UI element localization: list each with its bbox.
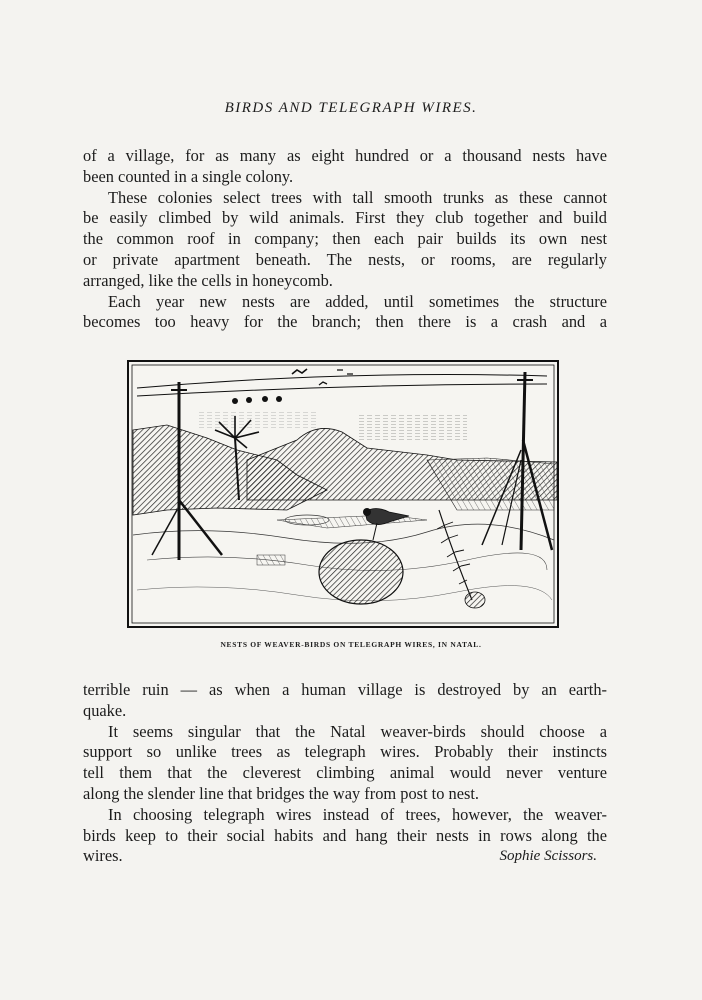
text-line: along the slender line that bridges the way from post to nest. <box>83 783 480 803</box>
running-title: BIRDS AND TELEGRAPH WIRES. <box>224 100 478 116</box>
last-word: wires. <box>83 846 123 866</box>
text-line: In choosing telegraph wires instead of trees, however, the weaver- <box>108 804 607 824</box>
text-line: becomes too heavy for the branch; then there is a crash and a <box>83 312 607 332</box>
text-line: tell them that the cleverest climbing animal would never venture <box>83 763 607 783</box>
text-line: Each year new nests are added, until sometimes the structure <box>108 291 607 311</box>
figure-caption: NESTS OF WEAVER-BIRDS ON TELEGRAPH WIRES, IN NATAL. <box>220 640 482 649</box>
text-line: of a village, for as many as eight hundred or a thousand nests have <box>83 146 607 165</box>
text-line: or private apartment beneath. The nests, or rooms, are regularly <box>83 249 607 269</box>
text-block-bottom <box>83 680 607 867</box>
text-line: It seems singular that the Natal weaver-birds should choose a <box>108 721 607 741</box>
text-block-top <box>83 146 607 333</box>
text-line: quake. <box>83 700 127 720</box>
text-line: arranged, like the cells in honeycomb. <box>83 270 333 290</box>
text-line: be easily climbed by wild animals. First they club together and build <box>83 208 607 228</box>
text-line: support so unlike trees as telegraph wires. Probably their instincts <box>83 742 607 762</box>
closing-line <box>83 846 607 867</box>
text-line: terrible ruin — as when a human village is destroyed by an earth- <box>83 680 607 699</box>
engraving-drawing <box>127 360 559 628</box>
author-signature: Sophie Scissors. <box>499 848 597 865</box>
text-line: been counted in a single colony. <box>83 166 294 186</box>
engraving-illustration <box>127 360 559 628</box>
text-line: the common roof in company; then each pair builds its own nest <box>83 229 607 249</box>
text-line: birds keep to their social habits and hang their nests in rows along the <box>83 825 607 845</box>
text-line: These colonies select trees with tall smooth trunks as these cannot <box>108 187 607 207</box>
